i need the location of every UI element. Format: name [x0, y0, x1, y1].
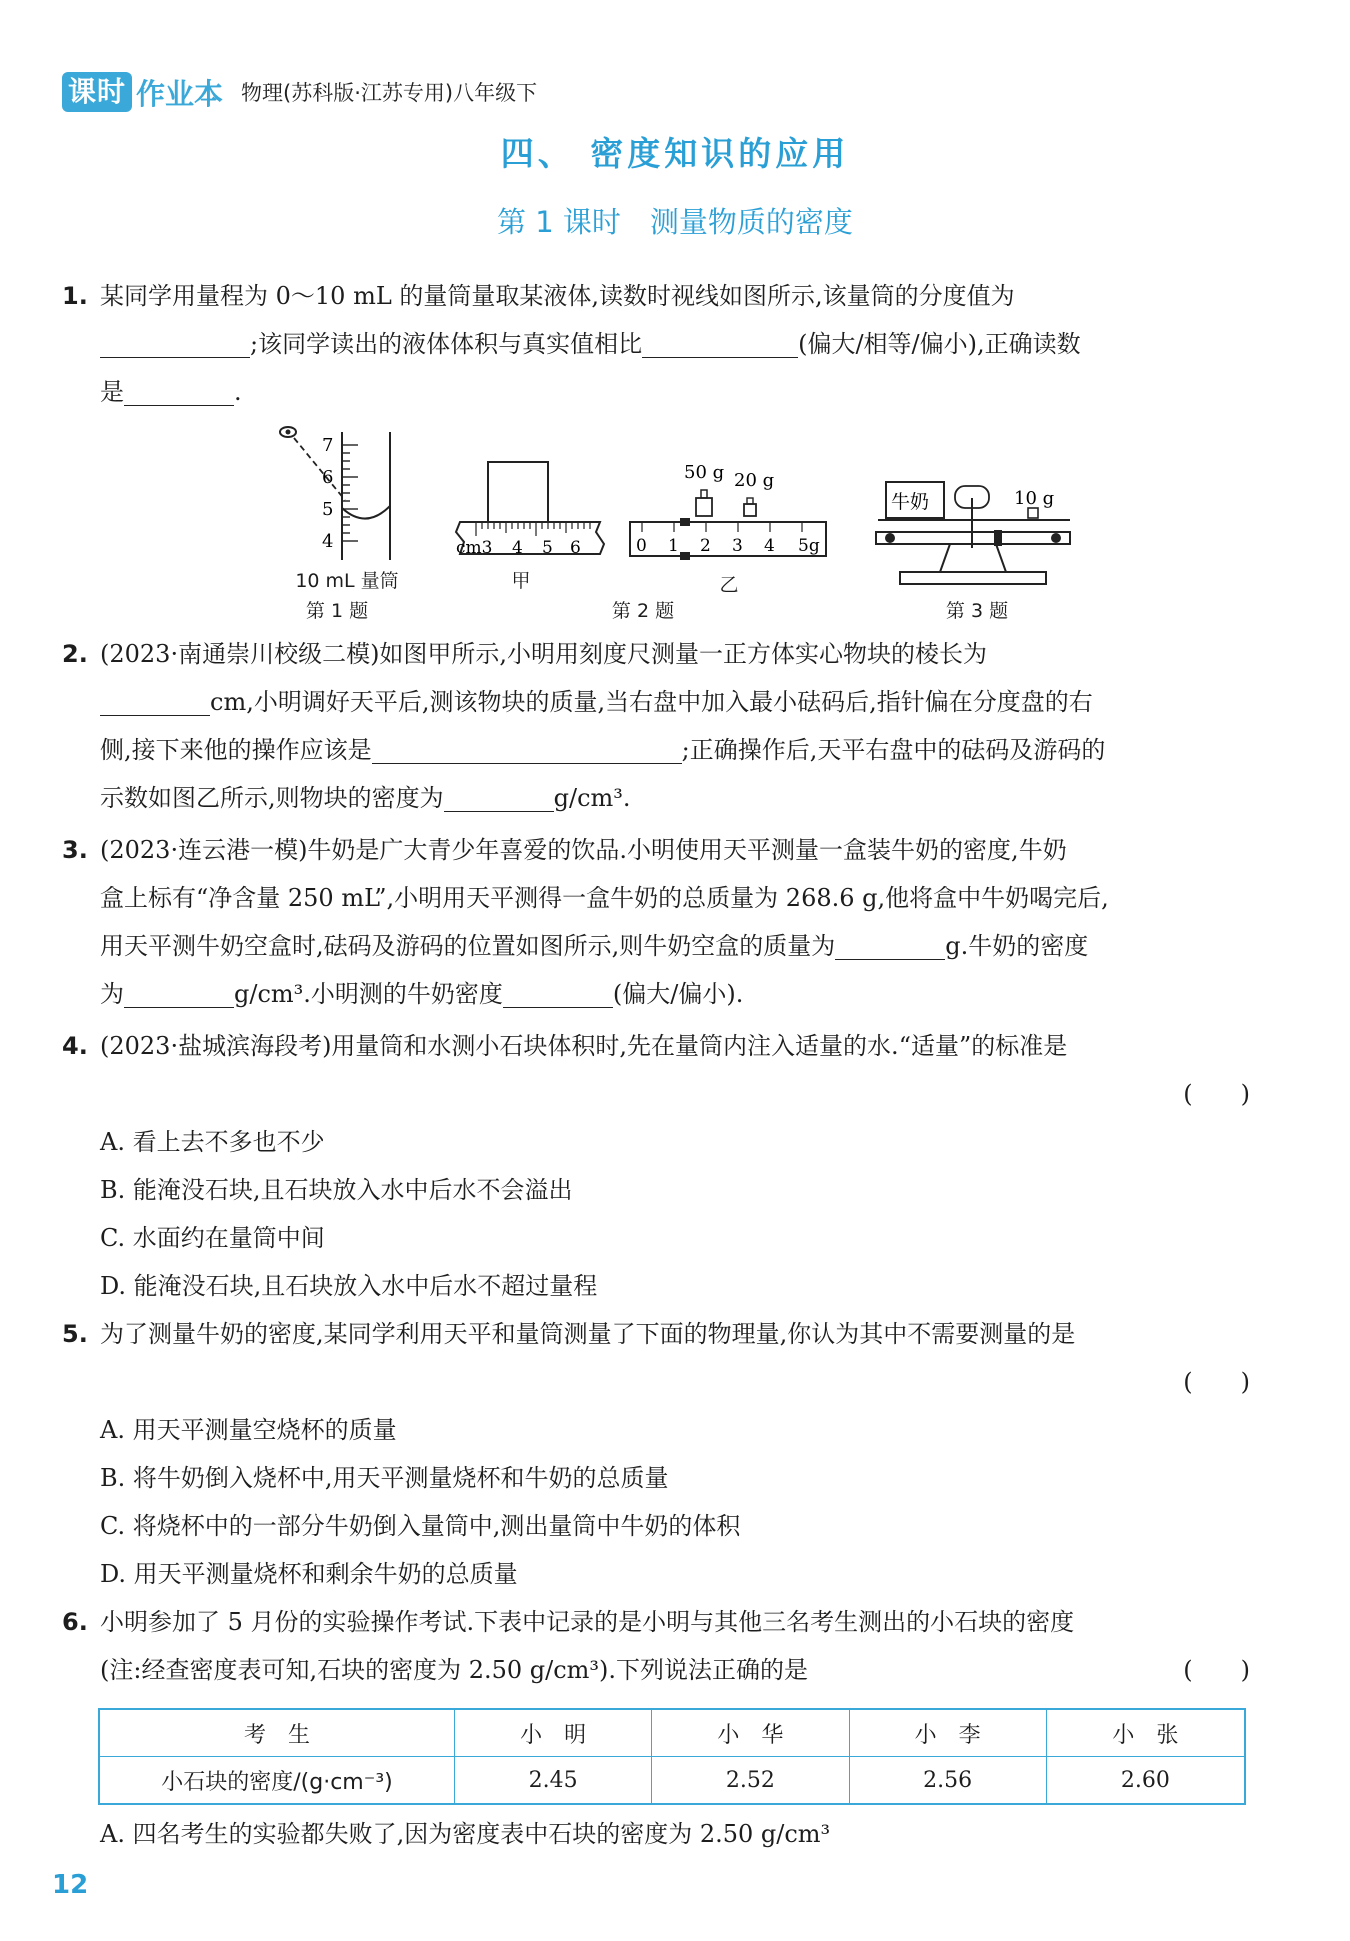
option-c: C. 水面约在量筒中间	[100, 1224, 325, 1252]
table-cell: 小 李	[849, 1709, 1046, 1757]
ruler-figure	[456, 462, 604, 558]
question-text: .	[234, 378, 242, 406]
answer-paren[interactable]: ( )	[1183, 1368, 1250, 1396]
table-cell: 2.60	[1046, 1757, 1245, 1805]
figures-row	[250, 420, 1090, 635]
question-number: 4.	[62, 1032, 88, 1060]
weight-10	[1028, 508, 1038, 518]
ruler-tick: 5	[542, 538, 553, 558]
balance-figure	[876, 482, 1070, 584]
question-5	[62, 1310, 1250, 1406]
question-number: 6.	[62, 1608, 88, 1636]
scale-tick: 2	[700, 536, 711, 556]
table-cell: 小 张	[1046, 1709, 1245, 1757]
question-text: (2023·连云港一模)牛奶是广大青少年喜爱的饮品.小明使用天平测量一盒装牛奶的密度,牛奶	[100, 836, 1067, 864]
question-text: g/cm³.小明测的牛奶密度	[234, 980, 503, 1008]
option-c: C. 将烧杯中的一部分牛奶倒入量筒中,测出量筒中牛奶的体积	[100, 1512, 741, 1540]
weight-label: 10 g	[1014, 488, 1055, 509]
page-number: 12	[52, 1870, 89, 1900]
table-row	[99, 1757, 1245, 1805]
cylinder-caption: 10 mL 量筒	[295, 570, 399, 592]
cyl-tick: 5	[322, 499, 334, 520]
logo-text: 作业本	[136, 76, 224, 111]
weight-50	[696, 498, 712, 516]
milk-label: 牛奶	[891, 491, 930, 513]
option-b: B. 将牛奶倒入烧杯中,用天平测量烧杯和牛奶的总质量	[100, 1464, 669, 1492]
figure-3-caption: 第 3 题	[945, 600, 1009, 622]
answer-blank[interactable]	[124, 373, 234, 406]
question-text: ;正确操作后,天平右盘中的砝码及游码的	[681, 736, 1106, 764]
cyl-tick: 6	[322, 467, 334, 488]
option-d: D. 能淹没石块,且石块放入水中后水不超过量程	[100, 1272, 598, 1300]
table-header: 小石块的密度/(g·cm⁻³)	[99, 1757, 455, 1805]
lesson-title: 第 1 课时 测量物质的密度	[497, 205, 853, 239]
question-number: 3.	[62, 836, 88, 864]
figure-yi-label: 乙	[719, 574, 739, 596]
logo	[62, 72, 223, 113]
table-cell: 2.56	[849, 1757, 1046, 1805]
question-text: 用天平测牛奶空盒时,砝码及游码的位置如图所示,则牛奶空盒的质量为	[100, 932, 836, 960]
answer-blank[interactable]	[835, 927, 945, 960]
question-text: 是	[100, 378, 124, 406]
question-text: 盒上标有“净含量 250 mL”,小明用天平测得一盒牛奶的总质量为 268.6 g,他将盒中牛奶喝完后,	[100, 884, 1109, 912]
subject-label: 物理(苏科版·江苏专用)八年级下	[241, 81, 538, 105]
scale-tick: 4	[764, 536, 775, 556]
option-a: A. 四名考生的实验都失败了,因为密度表中石块的密度为 2.50 g/cm³	[100, 1820, 831, 1848]
question-text: (2023·盐城滨海段考)用量筒和水测小石块体积时,先在量筒内注入适量的水.“适量”的标准是	[100, 1032, 1068, 1060]
question-number: 5.	[62, 1320, 88, 1348]
question-text: g.牛奶的密度	[945, 932, 1089, 960]
question-text: (注:经查密度表可知,石块的密度为 2.50 g/cm³).下列说法正确的是	[100, 1656, 809, 1684]
question-text: 示数如图乙所示,则物块的密度为	[100, 784, 444, 812]
question-text: (偏大/相等/偏小),正确读数	[798, 330, 1081, 358]
table-cell: 小 华	[652, 1709, 849, 1757]
answer-paren[interactable]: ( )	[1183, 1656, 1250, 1684]
scale-tick: 5g	[798, 536, 820, 556]
answer-blank[interactable]	[124, 975, 234, 1008]
question-3	[62, 826, 1250, 1018]
answer-blank[interactable]	[372, 731, 682, 764]
answer-blank[interactable]	[503, 975, 613, 1008]
answer-blank[interactable]	[100, 325, 250, 358]
question-text: 为	[100, 980, 124, 1008]
question-text: (偏大/偏小).	[612, 980, 744, 1008]
question-text: ;该同学读出的液体体积与真实值相比	[250, 330, 643, 358]
option-d: D. 用天平测量烧杯和剩余牛奶的总质量	[100, 1560, 518, 1588]
question-2	[62, 630, 1250, 822]
stand	[940, 544, 1006, 572]
answer-blank[interactable]	[642, 325, 798, 358]
question-text: 小明参加了 5 月份的实验操作考试.下表中记录的是小明与其他三名考生测出的小石块的密度	[100, 1608, 1075, 1636]
table-cell: 2.52	[652, 1757, 849, 1805]
question-number: 1.	[62, 282, 88, 310]
option-a: A. 看上去不多也不少	[100, 1128, 325, 1156]
sight-line	[294, 438, 345, 500]
table-cell: 小 明	[455, 1709, 652, 1757]
question-text: 为了测量牛奶的密度,某同学利用天平和量筒测量了下面的物理量,你认为其中不需要测量的是	[100, 1320, 1076, 1348]
table-header: 考 生	[99, 1709, 455, 1757]
question-1	[62, 272, 1250, 416]
option-a: A. 用天平测量空烧杯的质量	[100, 1416, 397, 1444]
question-text: (2023·南通崇川校级二模)如图甲所示,小明用刻度尺测量一正方体实心物块的棱长为	[100, 640, 988, 668]
header	[62, 72, 537, 112]
cyl-tick: 7	[322, 435, 334, 456]
scale-tick: 0	[636, 536, 647, 556]
question-6	[62, 1598, 1250, 1694]
answer-blank[interactable]	[444, 779, 554, 812]
option-b: B. 能淹没石块,且石块放入水中后水不会溢出	[100, 1176, 573, 1204]
scale-tick: 1	[668, 536, 679, 556]
question-number: 2.	[62, 640, 88, 668]
question-text: 某同学用量程为 0～10 mL 的量筒量取某液体,读数时视线如图所示,该量筒的分度值为	[100, 282, 1015, 310]
logo-mark: 课时	[62, 72, 132, 112]
figure-1-caption: 第 1 题	[305, 600, 369, 622]
table-row	[99, 1709, 1245, 1757]
answer-paren[interactable]: ( )	[1183, 1080, 1250, 1108]
scale-tick: 3	[732, 536, 743, 556]
question-text: g/cm³.	[553, 784, 631, 812]
cylinder-figure	[280, 427, 390, 560]
question-4	[62, 1022, 1250, 1118]
weight-label: 20 g	[734, 470, 775, 491]
question-text: 侧,接下来他的操作应该是	[100, 736, 372, 764]
cube	[488, 462, 548, 522]
ruler-tick: 6	[570, 538, 581, 558]
question-text: cm,小明调好天平后,测该物块的质量,当右盘中加入最小砝码后,指针偏在分度盘的右	[210, 688, 1093, 716]
cyl-tick: 4	[322, 531, 334, 552]
weight-label: 50 g	[684, 462, 725, 483]
base	[900, 572, 1046, 584]
weights-scale-figure	[630, 462, 826, 560]
table-cell: 2.45	[455, 1757, 652, 1805]
figure-2-caption: 第 2 题	[611, 600, 675, 622]
weight-20	[744, 504, 756, 516]
answer-blank[interactable]	[100, 683, 210, 716]
ruler-tick: cm3	[456, 538, 493, 558]
ruler-tick: 4	[512, 538, 523, 558]
density-table	[98, 1708, 1246, 1805]
figure-jia-label: 甲	[511, 570, 531, 592]
section-title: 四、 密度知识的应用	[500, 134, 850, 173]
rider-scale	[630, 522, 826, 556]
